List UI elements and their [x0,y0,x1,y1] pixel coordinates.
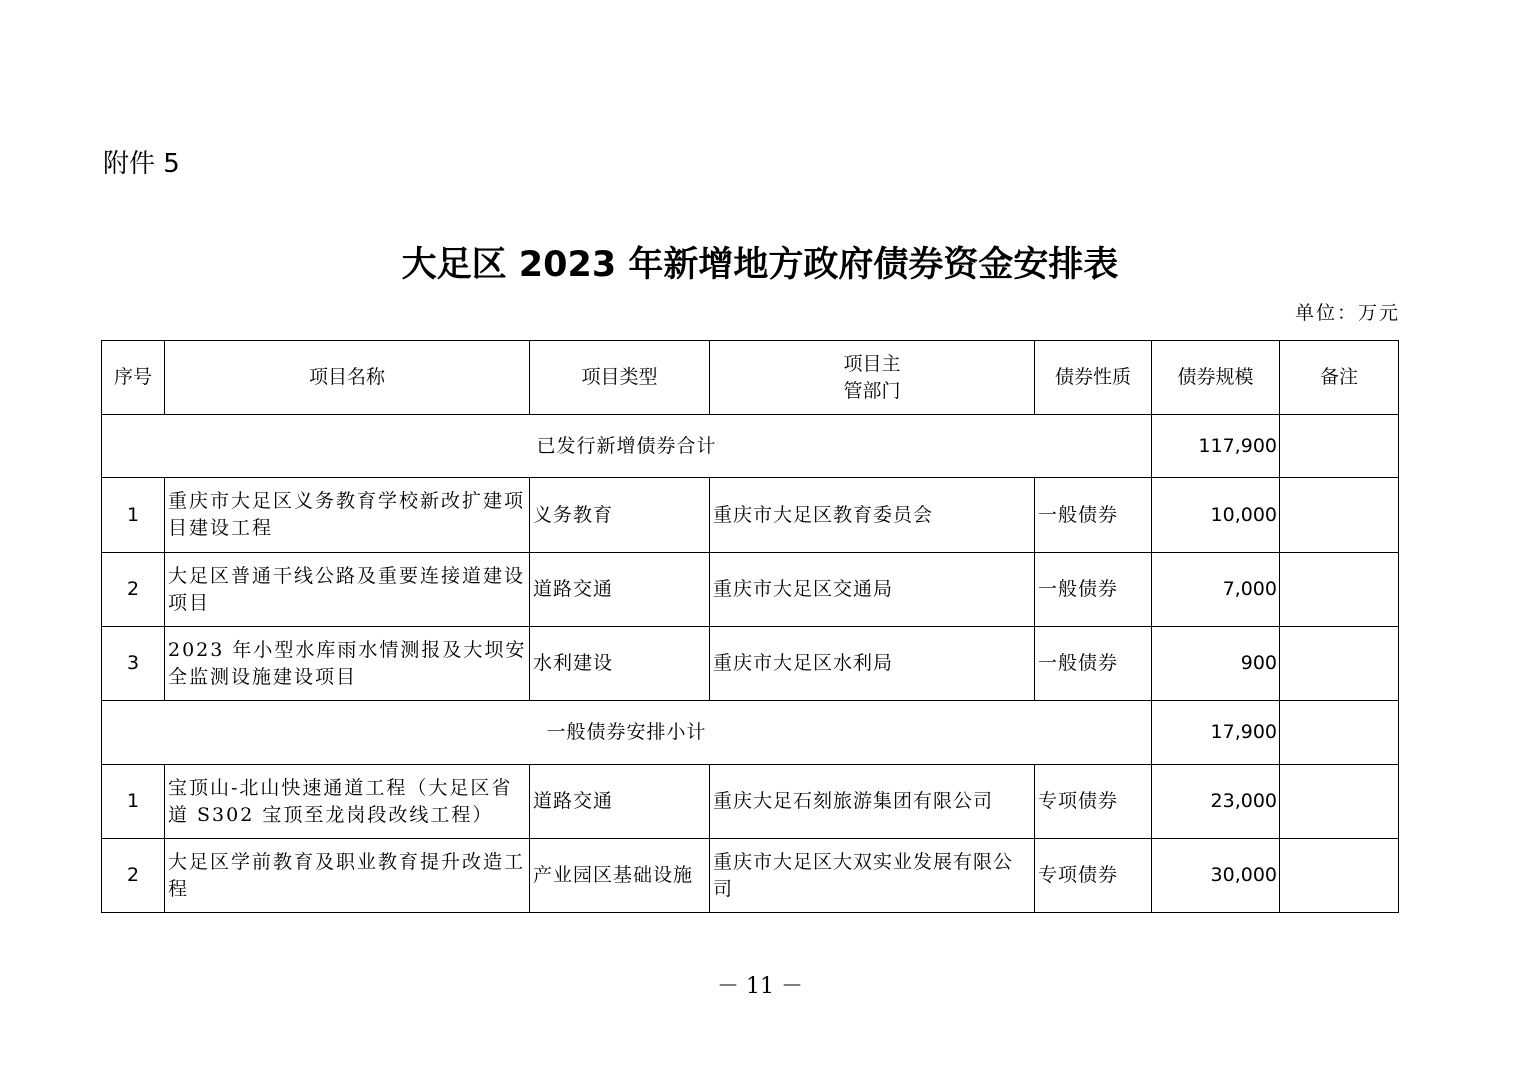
row-seq: 2 [102,839,165,913]
row-project-name: 重庆市大足区义务教育学校新改扩建项目建设工程 [165,478,530,553]
general-subtotal-scale: 17,900 [1152,701,1280,765]
row-bond-scale: 10,000 [1152,478,1280,553]
unit-label: 单位：万元 [1294,302,1400,324]
row-seq: 3 [102,627,165,701]
issued-total-row [102,415,1399,478]
row-bond-scale: 23,000 [1152,765,1280,839]
row-project-type: 道路交通 [530,765,710,839]
row-remark [1280,627,1399,701]
column-header-dept-line2: 管部门 [843,379,901,402]
column-header-name: 项目名称 [165,341,530,415]
row-project-name: 宝顶山-北山快速通道工程（大足区省道 S302 宝顶至龙岗段改线工程） [165,765,530,839]
column-header-type: 项目类型 [530,341,710,415]
row-bond-nature: 一般债券 [1035,478,1152,553]
column-header-dept-line1: 项目主 [843,352,901,375]
attachment-label: 附件 5 [103,149,180,179]
row-department: 重庆市大足区大双实业发展有限公司 [710,839,1035,913]
row-remark [1280,478,1399,553]
table-row [102,765,1399,839]
row-remark [1280,553,1399,627]
general-subtotal-label: 一般债券安排小计 [102,701,1152,765]
row-bond-scale: 30,000 [1152,839,1280,913]
row-remark [1280,765,1399,839]
row-bond-nature: 专项债券 [1035,765,1152,839]
table-row [102,478,1399,553]
row-project-name: 大足区普通干线公路及重要连接道建设项目 [165,553,530,627]
issued-total-scale: 117,900 [1152,415,1280,478]
column-header-dept [710,341,1035,415]
row-project-type: 水利建设 [530,627,710,701]
column-header-nature: 债券性质 [1035,341,1152,415]
row-bond-nature: 一般债券 [1035,627,1152,701]
column-header-remark: 备注 [1280,341,1399,415]
issued-total-remark [1280,415,1399,478]
general-subtotal-remark [1280,701,1399,765]
issued-total-label: 已发行新增债券合计 [102,415,1152,478]
table-header-row [102,341,1399,415]
row-department: 重庆市大足区水利局 [710,627,1035,701]
row-bond-scale: 900 [1152,627,1280,701]
column-header-scale: 债券规模 [1152,341,1280,415]
general-subtotal-row [102,701,1399,765]
row-seq: 2 [102,553,165,627]
table-row [102,839,1399,913]
row-project-name: 大足区学前教育及职业教育提升改造工程 [165,839,530,913]
column-header-seq: 序号 [102,341,165,415]
table-row [102,627,1399,701]
page-number: － 11 － [717,974,803,999]
row-remark [1280,839,1399,913]
row-seq: 1 [102,478,165,553]
row-project-type: 产业园区基础设施 [530,839,710,913]
row-bond-nature: 专项债券 [1035,839,1152,913]
row-bond-scale: 7,000 [1152,553,1280,627]
row-project-name: 2023 年小型水库雨水情测报及大坝安全监测设施建设项目 [165,627,530,701]
row-project-type: 道路交通 [530,553,710,627]
row-department: 重庆市大足区教育委员会 [710,478,1035,553]
row-department: 重庆市大足区交通局 [710,553,1035,627]
table-row [102,553,1399,627]
document-title: 大足区 2023 年新增地方政府债券资金安排表 [401,245,1119,285]
row-seq: 1 [102,765,165,839]
row-project-type: 义务教育 [530,478,710,553]
row-bond-nature: 一般债券 [1035,553,1152,627]
bond-allocation-table [101,340,1399,913]
row-department: 重庆大足石刻旅游集团有限公司 [710,765,1035,839]
